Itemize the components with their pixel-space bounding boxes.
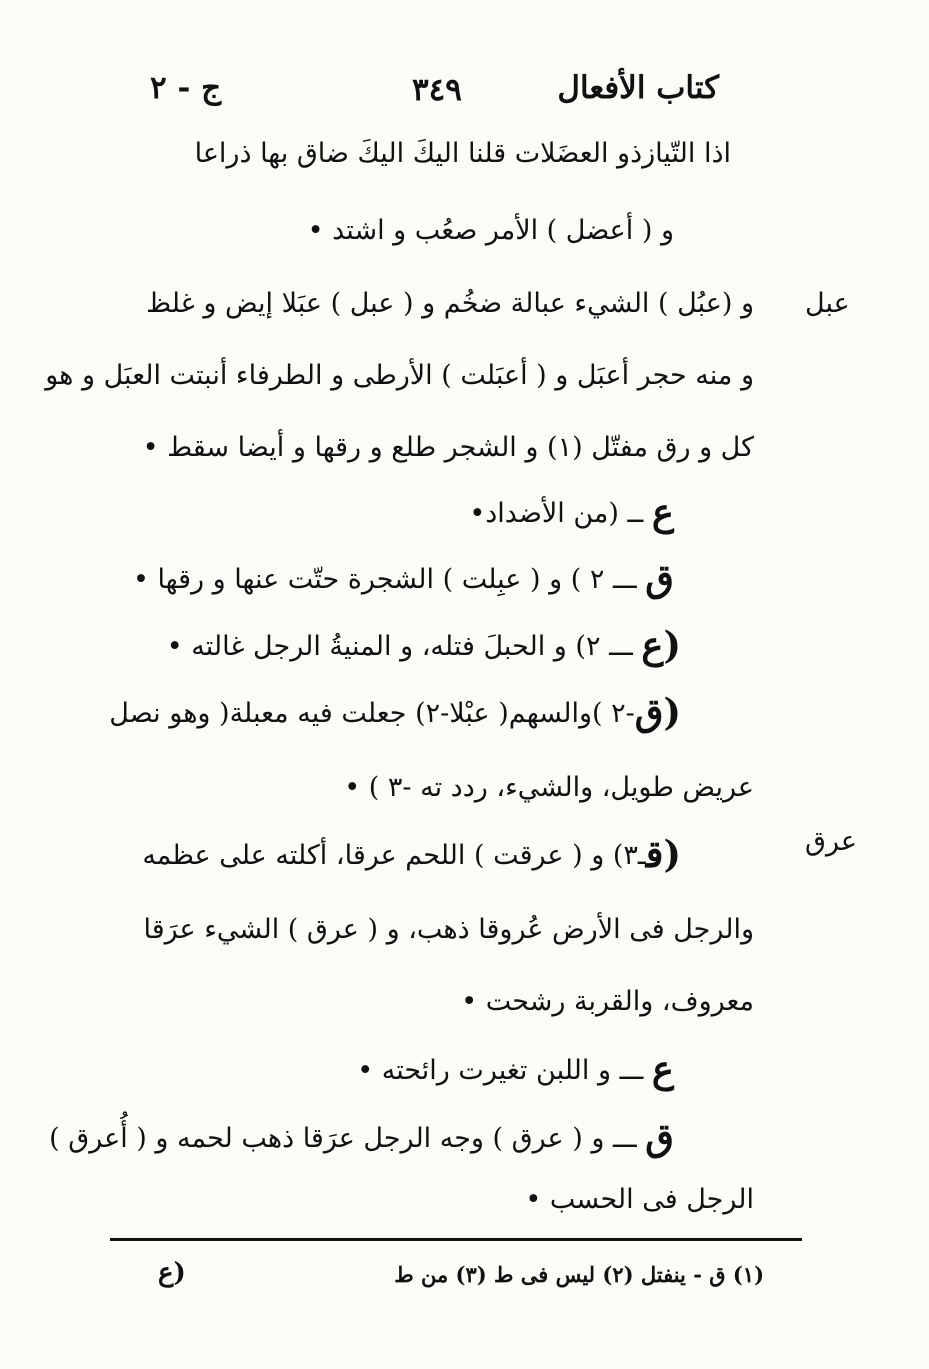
text-line-6: ع ــ (من الأضداد•	[469, 490, 674, 534]
footnote-mark: (ع	[158, 1258, 186, 1288]
volume-label: ج - ٢	[150, 70, 222, 106]
text-line-13: معروف، والقربة رشحت •	[461, 986, 754, 1017]
paren-open: (	[663, 690, 681, 734]
siglum-ain: ع	[651, 1047, 674, 1091]
paren-open: (	[663, 623, 681, 667]
text-line-3: و (عبُل ) الشيء عبالة ضخُم و ( عبل ) عبَلا إيض و غلظ	[146, 288, 754, 319]
book-title: كتاب الأفعال	[557, 70, 719, 106]
siglum-qaf: ق	[645, 832, 664, 876]
text-line-2: و ( أعضل ) الأمر صعُب و اشتد •	[307, 215, 674, 246]
text-line-4: و منه حجر أعبَل و ( أعبَلت ) الأرطى و الطرفاء أنبتت العبَل و هو	[45, 360, 754, 391]
text-line-1: اذا التّيازذو العضَلات قلنا اليكَ اليكَ ضاق بها ذراعا	[194, 138, 731, 169]
siglum-qaf: ق	[645, 556, 674, 600]
text-line-7: ق ـــ ٢ ) و ( عبِلت ) الشجرة حتّت عنها و رقها •	[132, 556, 674, 600]
text-line-10: عريض طويل، والشيء، ردد ته -٣ ) •	[344, 772, 754, 803]
text-line-14: ع ـــ و اللبن تغيرت رائحته •	[357, 1047, 674, 1091]
siglum-ain: ع	[651, 490, 674, 534]
text-line-8: (ع ـــ ٢) و الحبلَ فتله، و المنيةُ الرجل غالته •	[166, 623, 681, 667]
paren-open: (	[663, 832, 681, 876]
text-line-9: (ق-٢ )والسهم( عبْلا-٢) جعلت فيه معبلة( وهو نصل	[109, 690, 681, 734]
siglum-qaf: ق	[645, 1115, 674, 1159]
text-line-15: ق ـــ و ( عرق ) وجه الرجل عرَقا ذهب لحمه و ( أُعرق )	[49, 1115, 674, 1159]
entry-headword-araqa: عرق	[805, 826, 857, 857]
siglum-ain: ع	[641, 623, 664, 667]
footnote-rule	[110, 1238, 802, 1241]
text-line-12: والرجل فى الأرض عُروقا ذهب، و ( عرق ) الشيء عرَقا	[143, 914, 754, 945]
entry-headword-abl: عبل	[805, 288, 850, 319]
text-line-16: الرجل فى الحسب •	[525, 1184, 754, 1215]
text-line-5: كل و رق مفتّل (١) و الشجر طلع و رقها و أيضا سقط •	[142, 432, 754, 463]
footnote-text: (١) ق - ينفتل (٢) ليس فى ط (٣) من ط	[394, 1262, 764, 1287]
text-line-11: (قـ٣) و ( عرقت ) اللحم عرقا، أكلته على عظمه	[142, 832, 681, 876]
siglum-qaf: ق	[634, 690, 664, 734]
page-number: ٣٤٩	[412, 72, 462, 108]
